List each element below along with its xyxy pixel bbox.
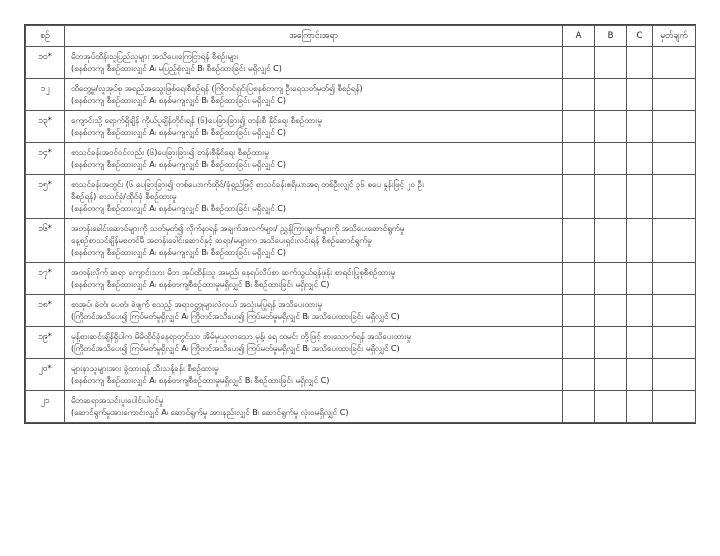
table-row <box>26 111 696 143</box>
table-row <box>26 175 696 219</box>
row-number: ၁၈* <box>26 295 65 327</box>
row-description <box>65 111 563 143</box>
row-number: ၁၀* <box>26 47 65 79</box>
cell-b[interactable] <box>595 79 627 111</box>
cell-c[interactable] <box>627 79 653 111</box>
cell-c[interactable] <box>627 263 653 295</box>
rating-criteria: (စနစ်တကျ စီစဉ်ထားလျှင် A၊ စနစ်တကျစီစဉ်ထားမှုမရှိလျှင် B၊ စီစဉ်ထားခြင်း မရှိလျှင် C) <box>71 280 330 289</box>
rating-criteria: (စနစ်တကျ စီစဉ်ထားလျှင် A၊ စနစ်မကျလျှင် B၊ စီစဉ်ထားခြင်း မရှိလျှင် C) <box>71 128 286 137</box>
table-row <box>26 327 696 359</box>
checklist-body <box>26 47 696 423</box>
cell-a[interactable] <box>563 295 595 327</box>
cell-a[interactable] <box>563 219 595 263</box>
row-number: ၁၃* <box>26 111 65 143</box>
row-description <box>65 175 563 219</box>
cell-b[interactable] <box>595 359 627 391</box>
row-description <box>65 391 563 423</box>
cell-c[interactable] <box>627 47 653 79</box>
rating-criteria: (စနစ်တကျ စီစဉ်ထားလျှင် A၊ စနစ်မကျလျှင် B၊ စီစဉ်ထားခြင်း မရှိလျှင် C) <box>71 248 286 257</box>
row-description <box>65 219 563 263</box>
row-description <box>65 359 563 391</box>
rating-criteria: (စနစ်တကျ စီစဉ်ထားလျှင် A၊ စနစ်တကျစီစဉ်ထားမှုမရှိလျှင် B၊ စီစဉ်ထားခြင်း မရှိလျှင် C) <box>71 376 330 385</box>
cell-b[interactable] <box>595 111 627 143</box>
cell-a[interactable] <box>563 79 595 111</box>
cell-c[interactable] <box>627 219 653 263</box>
row-number: ၁၆* <box>26 219 65 263</box>
cell-remarks[interactable] <box>653 79 696 111</box>
cell-remarks[interactable] <box>653 327 696 359</box>
row-number: ၁၄* <box>26 143 65 175</box>
cell-a[interactable] <box>563 47 595 79</box>
item-text: စာအုပ်၊ ခဲတံ၊ ပေတံ၊ ခဲဖျက် စသည့် အရာဝတ္ထုများလဲလှယ် အသုံးမပြုရန် အသိပေးထားမှု <box>71 300 322 309</box>
item-text: စာသင်ခန်းအဝင်ဝင်လည်း (၆)ပေခြားခြား၍ တန်းစီနိုင်ရေး စီစဉ်ထားမှု <box>71 148 269 157</box>
header-b: B <box>595 26 627 47</box>
row-number: ၂၁ <box>26 391 65 423</box>
cell-b[interactable] <box>595 391 627 423</box>
cell-a[interactable] <box>563 263 595 295</box>
item-text: စီစဉ်ရန်) စာသင်ခုံ/ထိုင်ခုံ စီစဉ်ထားမှု <box>71 192 177 201</box>
table-row <box>26 79 696 111</box>
cell-a[interactable] <box>563 327 595 359</box>
table-row <box>26 47 696 79</box>
row-number: ၁၇* <box>26 263 65 295</box>
cell-a[interactable] <box>563 175 595 219</box>
rating-criteria: (စနစ်တကျ စီစဉ်ထားလျှင် A၊ စနစ်မကျလျှင် B၊ စီစဉ်ထားခြင်း မရှိလျှင် C) <box>71 160 286 169</box>
item-text: မိဘအုပ်ထိန်းသူပြည်သူများ အသိပေးကြေငြာရန် စီစဉ်းများ <box>71 52 239 61</box>
cell-c[interactable] <box>627 175 653 219</box>
cell-a[interactable] <box>563 359 595 391</box>
item-text: နေ့စဉ်စာသင်ချိန်မစတင်မီ အတန်းခေါင်းဆောင်နှင့် ဆရာ/မများက အသိပေးရှင်းလင်းရန် စီစဉ်ဆောင်ရွက်မှု <box>71 236 372 245</box>
table-row <box>26 359 696 391</box>
cell-b[interactable] <box>595 47 627 79</box>
row-description <box>65 295 563 327</box>
cell-remarks[interactable] <box>653 143 696 175</box>
item-text: များနာသူများအား ခွဲထားရန် သီးသန့်ခန်း စီစဉ်ထားမှု <box>71 364 219 373</box>
cell-b[interactable] <box>595 263 627 295</box>
header-remarks: မှတ်ချက် <box>653 26 696 47</box>
rating-criteria: (ကြိုတင်အသိပေး၍ ကြပ်မတ်မှုရှိလျှင် A၊ ကြိုတင်အသိပေး၍ ကြပ်မတ်မှုမရှိလျှင် B၊ အသိပေးထားခြင်း မရှိလျှင် C) <box>71 312 400 321</box>
cell-a[interactable] <box>563 143 595 175</box>
cell-remarks[interactable] <box>653 219 696 263</box>
cell-c[interactable] <box>627 143 653 175</box>
cell-remarks[interactable] <box>653 175 696 219</box>
header-number: စဉ် <box>26 26 65 47</box>
row-number: ၂၀* <box>26 359 65 391</box>
row-description <box>65 79 563 111</box>
item-text: ကျောင်းသို့ ရောက်ရှိချိန် ကိုယ်ပူချိန်တိုင်းရန် (၆)ပေခြားခြား၍ တန်းစီ နိုင်ရေး စီစဉ်ထားမှု <box>71 116 322 125</box>
checklist-table-container <box>24 24 696 424</box>
header-c: C <box>627 26 653 47</box>
row-description <box>65 47 563 79</box>
table-row <box>26 263 696 295</box>
item-text: ထိတွေ့မှု/လူအုပ်စု အရည်အသွေးဖြစ်ရေးစီစဉ်ရန် (ကြိုတင်ရှင်းပြစနစ်တကျ ဦးရေသတ်မှတ်၍ စီစဉ်ရန်) <box>71 84 363 93</box>
item-text: စာသင်ခန်းအတွင်း (၆ ပေခြားခြား၍ တစ်ယောက်ထိုင်/ခုံရှည်ဖြင့် စာသင်ခန်းဧရိယာအရ တစ်ဦးလျှင် ၃၆ စပေ နှုန်းဖြင့် ၂၀ ဦး <box>71 180 425 189</box>
rating-criteria: (စနစ်တကျ စီစဉ်ထားလျှင် A၊ စနစ်မကျလျှင် B၊ စီစဉ်ထားခြင်း မရှိလျှင် C) <box>71 96 286 105</box>
table-row <box>26 391 696 423</box>
cell-remarks[interactable] <box>653 295 696 327</box>
cell-c[interactable] <box>627 359 653 391</box>
cell-b[interactable] <box>595 143 627 175</box>
header-a: A <box>563 26 595 47</box>
table-row <box>26 295 696 327</box>
cell-remarks[interactable] <box>653 391 696 423</box>
rating-criteria: (ဆောင်ရွက်မှုအားကောင်းလျှင် A၊ ဆောင်ရွက်မှု အားနည်းလျှင် B၊ ဆောင်ရွက်မှု လုံးဝမရှိလျှင် C) <box>71 408 349 417</box>
cell-remarks[interactable] <box>653 263 696 295</box>
row-number: ၁၉* <box>26 327 65 359</box>
rating-criteria: (ကြိုတင်အသိပေး၍ ကြပ်မတ်မှုရှိလျှင် A၊ ကြိုတင်အသိပေး၍ ကြပ်မတ်မှုမရှိလျှင် B၊ အသိပေးထားခြင်း မရှိလျှင် C) <box>71 344 400 353</box>
table-row <box>26 143 696 175</box>
row-number: ၁၅* <box>26 175 65 219</box>
cell-b[interactable] <box>595 327 627 359</box>
cell-remarks[interactable] <box>653 111 696 143</box>
cell-c[interactable] <box>627 111 653 143</box>
cell-a[interactable] <box>563 391 595 423</box>
cell-b[interactable] <box>595 219 627 263</box>
cell-c[interactable] <box>627 295 653 327</box>
cell-c[interactable] <box>627 327 653 359</box>
row-description <box>65 327 563 359</box>
cell-c[interactable] <box>627 391 653 423</box>
table-row <box>26 219 696 263</box>
cell-a[interactable] <box>563 111 595 143</box>
item-text: အတန်းခေါင်းဆောင်များကို သတ်မှတ်၍ လိုက်နာရန် အချက်အလက်များ/ ညွှန်ကြားချက်များကို အသိပေးဆောင်ရွက်မှု <box>71 224 405 233</box>
checklist-table <box>25 25 696 423</box>
rating-criteria: (စနစ်တကျ စီစဉ်ထားလျှင် A၊ စနစ်မကျလျှင် B၊ စီစဉ်ထားခြင်း မရှိလျှင် C) <box>71 204 286 213</box>
item-text: မုန့်စားဆင်းချိန်ရှိပါက မိမိထိုင်ခုံနေရာတွင်သာ အိမ်မှယူလာသော မုန့်၊ ရေ ထမင်း တို့ဖြင့် စားသောက်ရန် အသိပေးထားမှု <box>71 332 411 341</box>
row-description <box>65 263 563 295</box>
header-description: အကြောင်းအရာ <box>65 26 563 47</box>
row-description <box>65 143 563 175</box>
header-row <box>26 26 696 47</box>
cell-remarks[interactable] <box>653 359 696 391</box>
cell-b[interactable] <box>595 175 627 219</box>
cell-remarks[interactable] <box>653 47 696 79</box>
cell-b[interactable] <box>595 295 627 327</box>
row-number: ၁၂ <box>26 79 65 111</box>
item-text: အတန်းလိုက် ဆရာ ကျောင်းသား မိဘ အုပ်ထိန်းသူ အမည်၊ နေရပ်လိပ်စာ ဆက်သွယ်ရန်ဖုန်း စာရင်းပြုစုစီစဉ်ထားမှု <box>71 268 395 277</box>
item-text: မိဘဆရာအသင်းပူးပေါင်းပါဝင်မှု <box>71 396 164 405</box>
rating-criteria: (စနစ်တကျ စီစဉ်ထားလျှင် A၊ မပြည့်စုံလျှင် B၊ စီစဉ်ထားခြင်း မရှိလျှင် C) <box>71 64 282 73</box>
